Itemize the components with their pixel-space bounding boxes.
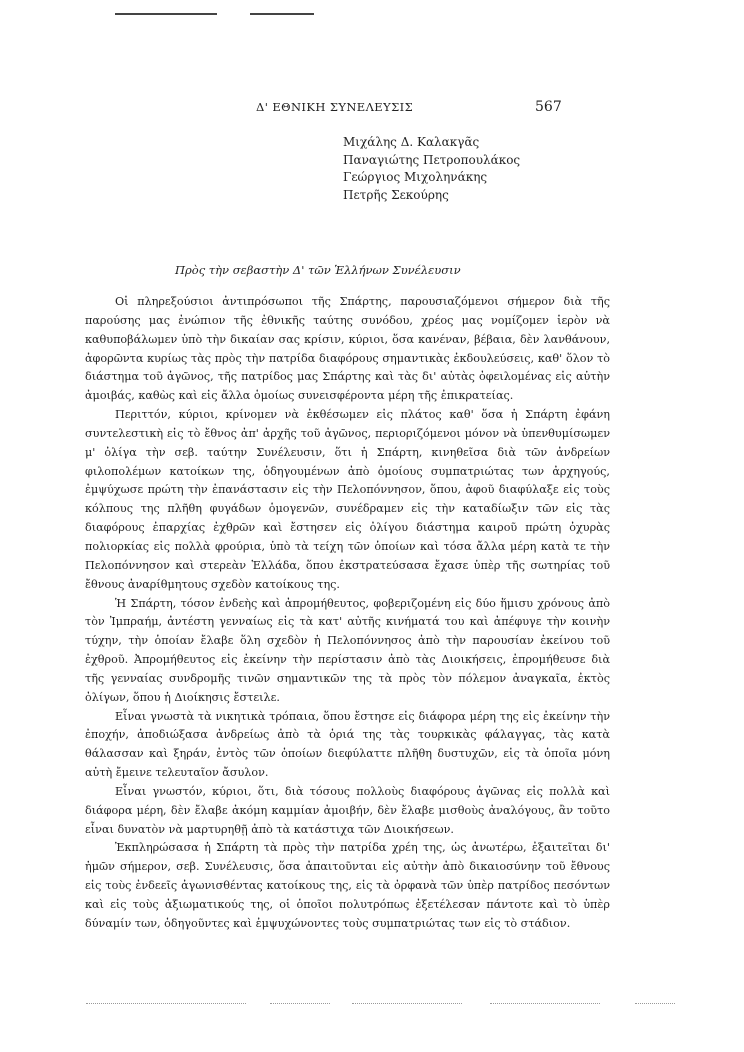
footer-divider [86, 1003, 246, 1004]
signatory-name: Γεώργιος Μιχοληνάκης [343, 170, 488, 184]
body-paragraph: Εἶναι γνωστὰ τὰ νικητικὰ τρόπαια, ὅπου ἔστησε εἰς διάφορα μέρη της εἰς ἐκείνην τὴν ἐποχήν, ἀποδιώξασα ἀνδρείως ἀπὸ τὰ ὁριά της τὰς τουρκικὰς φάλαγγας, τὰς κατὰ θάλασσαν καὶ ξηράν, ἐντὸς τῶν ὁποίων διεφύλαττε πλῆθη δυστυχῶν, εἰς τὰ ὁποῖα μόνη αὐτὴ ἔμεινε τελευταῖον ἄσυλον. [85, 709, 610, 780]
footer-divider [270, 1003, 330, 1004]
page-number: 567 [535, 99, 562, 115]
signatories-block [343, 134, 520, 204]
footer-divider [352, 1003, 462, 1004]
body-paragraph: Οἱ πληρεξούσιοι ἀντιπρόσωποι τῆς Σπάρτης, παρουσιαζόμενοι σήμερον διὰ τῆς παρούσης μας ἐνώπιον τῆς ἐθνικῆς ταύτης συνόδου, χρέος μας νομίζομεν ἱερὸν νὰ καθυποβάλωμεν ὑπὸ τὴν δικαίαν σας κρίσιν, κύριοι, ὅσα κανέναν, βέβαια, δὲν λανθάνουν, ἀφορῶντα κυρίως τὰς πρὸς τὴν πατρίδα διαφόρους σημαντικὰς ἐκδουλεύσεις, καθ' ὅλον τὸ διάστημα τοῦ ἀγῶνος, τῆς πατρίδος μας Σπάρτης καὶ τὰς δι' αὐτὰς ὀφειλομένας εἰς αὐτὴν ἀμοιβάς, καθὼς καὶ εἰς ἄλλα ὁμοίως συνεισφέροντα μέρη τῆς ἐπικρατείας. [85, 295, 610, 403]
signatory-name: Πετρῆς Σεκούρης [343, 187, 449, 202]
signatory-name: Μιχάλης Δ. Καλακγᾶς [343, 135, 480, 149]
top-rule-left [115, 13, 217, 15]
body-paragraph: Ἡ Σπάρτη, τόσον ἐνδεὴς καὶ ἀπρομήθευτος, φοβεριζομένη εἰς δύο ἥμισυ χρόνους ἀπὸ τὸν Ἰμπραήμ, ἀντέστη γενναίως εἰς τὰ κατ' αὐτῆς κινήματά του καὶ ἀπέφυγε τὴν κοινὴν τύχην, τὴν ὁποίαν ἔλαβε ὅλη σχεδὸν ἡ Πελοπόννησος ἀπὸ τὴν παρουσίαν ἐκείνου τοῦ ἐχθροῦ. Ἀπρομήθευτος εἰς ἐκείνην τὴν περίστασιν ἀπὸ τὰς Διοικήσεις, ἐπρομήθευσε διὰ τῆς γενναίας συνδρομῆς τινῶν σημαντικῶν της τὰ πρὸς τὸν πόλεμον ἀναγκαῖα, ἐκτὸς ὀλίγων, ὅπου ἡ Διοίκησις ἔστειλε. [85, 596, 610, 704]
address-heading: Πρὸς τὴν σεβαστὴν Δ' τῶν Ἑλλήνων Συνέλευσιν [175, 263, 461, 277]
footer-divider [635, 1003, 675, 1004]
top-rule-right [250, 13, 314, 15]
petition-body [85, 293, 610, 934]
signatory-name: Παναγιώτης Πετροπουλάκος [343, 152, 521, 167]
running-header-title: Δ' ΕΘΝΙΚΗ ΣΥΝΕΛΕΥΣΙΣ [256, 100, 414, 114]
body-paragraph: Ἐκπληρώσασα ἡ Σπάρτη τὰ πρὸς τὴν πατρίδα χρέη της, ὡς ἀνωτέρω, ἐξαιτεῖται δι' ἡμῶν σήμερον, σεβ. Συνέλευσις, ὅσα ἀπαιτοῦνται εἰς αὐτὴν ἀπὸ δικαιοσύνην τοῦ ἔθνους εἰς τοὺς ἐνδεεῖς ἀγωνισθέντας κατοίκους της, εἰς τὰ ὀρφανὰ τῶν ὑπὲρ πατρίδος πεσόντων καὶ εἰς τοὺς ἀξιωματικούς της, οἱ ὁποῖοι πολυτρόπως ἐξετέλεσαν πάντοτε καὶ τὸ ὑπὲρ δύναμίν των, ὁδηγοῦντες καὶ ἐμψυχώνοντες τοὺς συμπατριώτας των εἰς τὸ στάδιον. [85, 841, 610, 930]
footer-divider [490, 1003, 600, 1004]
body-paragraph: Περιττόν, κύριοι, κρίνομεν νὰ ἐκθέσωμεν εἰς πλάτος καθ' ὅσα ἡ Σπάρτη ἐφάνη συντελεστικὴ εἰς τὸ ἔθνος ἀπ' ἀρχῆς τοῦ ἀγῶνος, περιοριζόμενοι μόνον νὰ ὑπενθυμίσωμεν μ' ὀλίγα τὴν σεβ. ταύτην Συνέλευσιν, ὅτι ἡ Σπάρτη, κινηθεῖσα διὰ τῶν ἀνδρείων φιλοπολέμων κατοίκων της, ὁδηγουμένων ἀπὸ ὁμοίους συμπατριώτας των ἀρχηγούς, ἐμψύχωσε πρώτη τὴν ἐπανάστασιν εἰς τὴν Πελοπόννησον, ὅπου, ἀφοῦ διαφύλαξε εἰς τοὺς κόλπους της πλῆθη φυγάδων ὁμογενῶν, συνέδραμεν εἰς τὴν καταδίωξιν τῶν εἰς τὰς διαφόρους ἐπαρχίας ἐχθρῶν καὶ ἔστησεν εἰς ὀλίγου διάστημα καιροῦ πρώτη ὀχυρὰς πολιορκίας εἰς πολλὰ φρούρια, ὑπὸ τὰ τείχη τῶν ὁποίων καὶ τόσα ἄλλα μέρη κατὰ τε τὴν Πελοπόννησον καὶ στερεὰν Ἑλλάδα, ὅπου ἐκστρατεύσασα ἔχασε ὑπὲρ τῆς σωτηρίας τοῦ ἔθνους ἀναρίθμητους σχεδὸν κατοίκους της. [85, 408, 610, 591]
body-paragraph: Εἶναι γνωστόν, κύριοι, ὅτι, διὰ τόσους πολλοὺς διαφόρους ἀγῶνας εἰς πολλὰ καὶ διάφορα μέρη, δὲν ἔλαβε ἀκόμη καμμίαν ἀμοιβήν, δὲν ἔλαβε μισθοὺς ἀναλόγους, ἂν τοῦτο εἶναι δυνατὸν νὰ μαρτυρηθῇ ἀπὸ τὰ κατάστιχα τῶν Διοικήσεων. [85, 784, 610, 836]
